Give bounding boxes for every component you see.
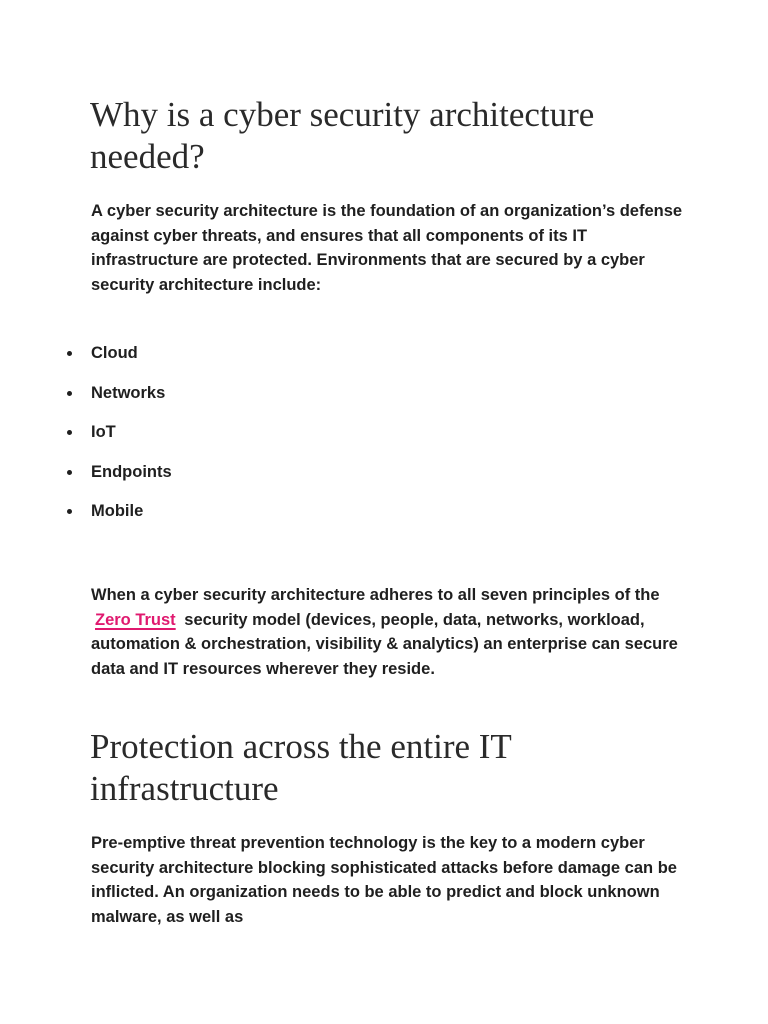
list-item: [0, 341, 600, 381]
intro-paragraph: A cyber security architecture is the foundation of an organization’s defense against cyber threats, and ensures that all components of its IT infrastructure are protected. Environments that are secured by a cyber security architecture include:: [91, 202, 683, 295]
list-item-label: IoT: [91, 423, 116, 441]
section-heading-why-architecture: Why is a cyber security architecture needed?: [90, 95, 595, 176]
section-heading-protection: Protection across the entire IT infrastructure: [90, 727, 512, 808]
bullet-icon: [67, 391, 72, 396]
list-item-label: Networks: [91, 383, 166, 402]
list-item-label: Cloud: [91, 344, 138, 362]
list-item-label: Mobile: [91, 502, 144, 520]
zero-trust-text-before: When a cyber security architecture adheres to all seven principles of the: [91, 586, 660, 604]
list-item: [0, 420, 600, 460]
list-item: [0, 381, 600, 421]
zero-trust-text-after: security model (devices, people, data, networks, workload, automation & orchestration, visibility & analytics) an enterprise can secure data and IT resources wherever they reside.: [91, 610, 678, 679]
list-item: [0, 499, 600, 539]
bullet-icon: [67, 430, 72, 435]
zero-trust-paragraph: [91, 583, 691, 682]
list-item-label: Endpoints: [91, 462, 172, 481]
protection-paragraph: Pre-emptive threat prevention technology is the key to a modern cyber security architecture blocking sophisticated attacks before damage can be inflicted. An organization needs to be able to predict and block unknown malware, as well as: [91, 834, 677, 927]
zero-trust-link[interactable]: Zero Trust: [95, 610, 176, 629]
environments-list: [0, 341, 600, 539]
list-item: [0, 460, 600, 500]
bullet-icon: [67, 509, 72, 514]
bullet-icon: [67, 351, 72, 356]
bullet-icon: [67, 470, 72, 475]
